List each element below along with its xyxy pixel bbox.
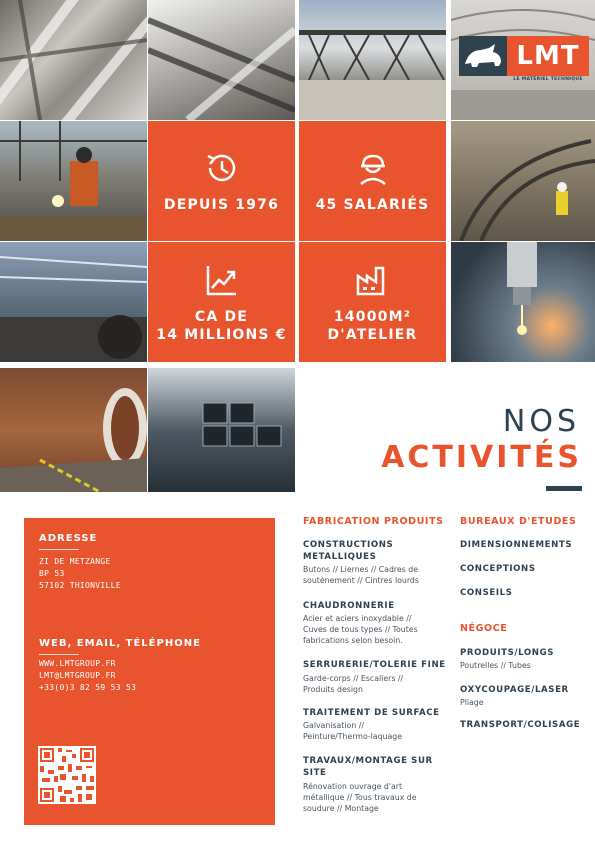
- activity-title: TRANSPORT/COLISAGE: [460, 720, 581, 730]
- email-link[interactable]: LMT@LMTGROUP.FR: [39, 671, 116, 680]
- address-title: ADRESSE: [39, 533, 98, 544]
- stat-label: DEPUIS 1976: [163, 197, 280, 213]
- activity-title: TRAVAUX/MONTAGE SUR SITE: [303, 756, 433, 778]
- photo-workshop-pipes: [0, 242, 147, 362]
- photo-welder: [0, 121, 147, 241]
- activity-description: Poutrelles // Tubes: [460, 661, 531, 670]
- fabrication-title: FABRICATION PRODUITS: [303, 516, 444, 527]
- activity-title: PRODUITS/LONGS: [460, 648, 555, 658]
- stat-label: 45 SALARIÉS: [315, 197, 430, 213]
- negoce-title: NÉGOCE: [460, 623, 508, 634]
- activity-title: CHAUDRONNERIE: [303, 601, 395, 611]
- heading-line2: ACTIVITÉS: [381, 440, 582, 475]
- photo-construction-site: [451, 121, 595, 241]
- activity-title: CONSEILS: [460, 588, 513, 598]
- bureaux-title: BUREAUX D'ETUDES: [460, 516, 577, 527]
- website-link[interactable]: WWW.LMTGROUP.FR: [39, 659, 116, 668]
- activity-description: Galvanisation // Peinture/Thermo-laquage: [303, 721, 403, 741]
- address-line: ZI DE METZANGE: [39, 557, 111, 566]
- photo-railing: [299, 0, 446, 120]
- factory-icon: [353, 260, 393, 300]
- photo-steel-tubes: [0, 368, 147, 492]
- activity-description: Rénovation ouvrage d'art métallique // Tous travaux de soudure // Montage: [303, 782, 417, 813]
- activity-title: SERRURERIE/TOLERIE FINE: [303, 660, 446, 670]
- activity-title: DIMENSIONNEMENTS: [460, 540, 573, 550]
- stat-revenue: [148, 242, 295, 362]
- address-line: BP 53: [39, 569, 65, 578]
- activity-description: Acier et aciers inoxydable // Cuves de tous types // Toutes fabrications selon besoin.: [303, 614, 418, 645]
- activity-description: Garde-corps // Escaliers // Produits design: [303, 674, 404, 694]
- photo-steel-beams: [148, 0, 295, 120]
- activity-title: OXYCOUPAGE/LASER: [460, 685, 569, 695]
- rhino-icon: [459, 36, 507, 76]
- history-clock-icon: [202, 148, 242, 188]
- stat-workshop-area: [299, 242, 446, 362]
- activity-title: CONSTRUCTIONS METALLIQUES: [303, 540, 394, 562]
- address-line: 57102 THIONVILLE: [39, 581, 121, 590]
- photo-steel-structure: [0, 0, 147, 120]
- stat-label: CA DE 14 MILLIONS €: [156, 309, 287, 343]
- logo-brand: LMT: [516, 41, 580, 71]
- activity-title: TRAITEMENT DE SURFACE: [303, 708, 440, 718]
- photo-i-beams: [148, 368, 295, 492]
- logo-tagline: LE MATÉRIEL TECHNIQUE: [513, 77, 583, 82]
- stat-label: 14000M² D'ATELIER: [327, 309, 418, 343]
- lmt-logo: [459, 36, 589, 86]
- worker-helmet-icon: [353, 148, 393, 188]
- activity-title: CONCEPTIONS: [460, 564, 536, 574]
- stat-employees: [299, 121, 446, 241]
- qr-code[interactable]: [38, 746, 96, 804]
- activity-description: Butons // Liernes // Cadres de soutènement // Cintres lourds: [303, 565, 419, 585]
- web-title: WEB, EMAIL, TÉLÉPHONE: [39, 638, 201, 649]
- stat-since-1976: [148, 121, 295, 241]
- activity-description: Pliage: [460, 698, 484, 707]
- heading-line1: NOS: [502, 404, 580, 439]
- divider: [39, 549, 79, 550]
- photo-laser-cutting: [451, 242, 595, 362]
- phone-number[interactable]: +33(0)3 82 59 53 53: [39, 683, 137, 692]
- contact-panel: [24, 518, 275, 825]
- divider: [39, 654, 79, 655]
- growth-chart-icon: [202, 260, 242, 300]
- heading-underline: [546, 486, 582, 491]
